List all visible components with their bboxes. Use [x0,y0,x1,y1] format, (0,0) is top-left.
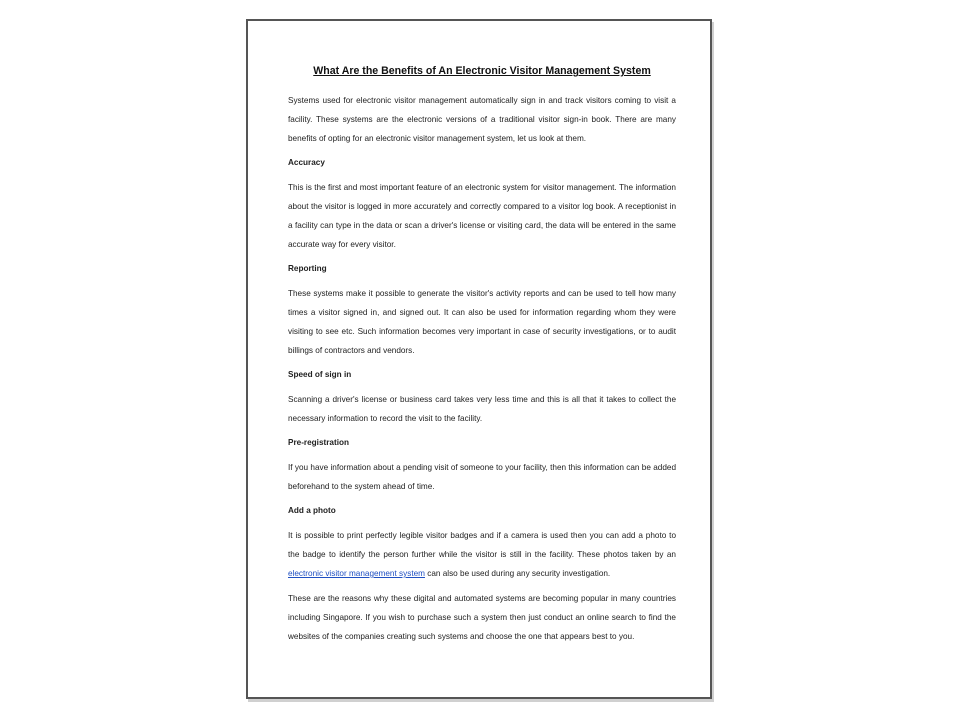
section-heading-accuracy: Accuracy [288,158,325,167]
intro-paragraph: Systems used for electronic visitor management automatically sign in and track visitors coming to visit a facility. These systems are the electronic versions of a traditional visitor sign-in book. There are many benefits of opting for an electronic visitor management system, let us look at them. [288,96,676,143]
section-heading-reporting: Reporting [288,264,327,273]
section-body-photo [288,526,676,583]
document-title: What Are the Benefits of An Electronic Visitor Management System [313,65,651,77]
photo-text-after-link: can also be used during any security investigation. [424,569,611,578]
visitor-management-link[interactable]: electronic visitor management system [288,569,425,578]
section-heading-speed: Speed of sign in [288,370,352,379]
section-heading-photo: Add a photo [288,506,336,515]
conclusion-paragraph: These are the reasons why these digital and automated systems are becoming popular in many countries including Singapore. If you wish to purchase such a system then just conduct an online search to find the websites of the companies creating such systems and choose the one that appears best to you. [288,594,676,641]
section-body-accuracy: This is the first and most important feature of an electronic system for visitor management. The information about the visitor is logged in more accurately and correctly compared to a visitor log book. A receptionist in a facility can type in the data or scan a driver's license or visiting card, the data will be entered in the same accurate way for every visitor. [288,183,676,249]
document-content [288,61,676,652]
section-body-preregistration: If you have information about a pending visit of someone to your facility, then this information can be added beforehand to the system ahead of time. [288,463,676,491]
section-body-reporting: These systems make it possible to generate the visitor's activity reports and can be used to tell how many times a visitor signed in, and signed out. It can also be used for information regarding whom they were visiting to see etc. Such information becomes very important in case of security investigations, or to audit billings of contractors and vendors. [288,289,676,355]
section-body-speed: Scanning a driver's license or business card takes very less time and this is all that it takes to collect the necessary information to record the visit to the facility. [288,395,676,423]
section-heading-preregistration: Pre-registration [288,438,349,447]
photo-text-before-link: It is possible to print perfectly legible visitor badges and if a camera is used then you can add a photo to the badge to identify the person further while the visitor is still in the facility. These photos taken by an [288,531,676,559]
document-page [246,19,712,699]
